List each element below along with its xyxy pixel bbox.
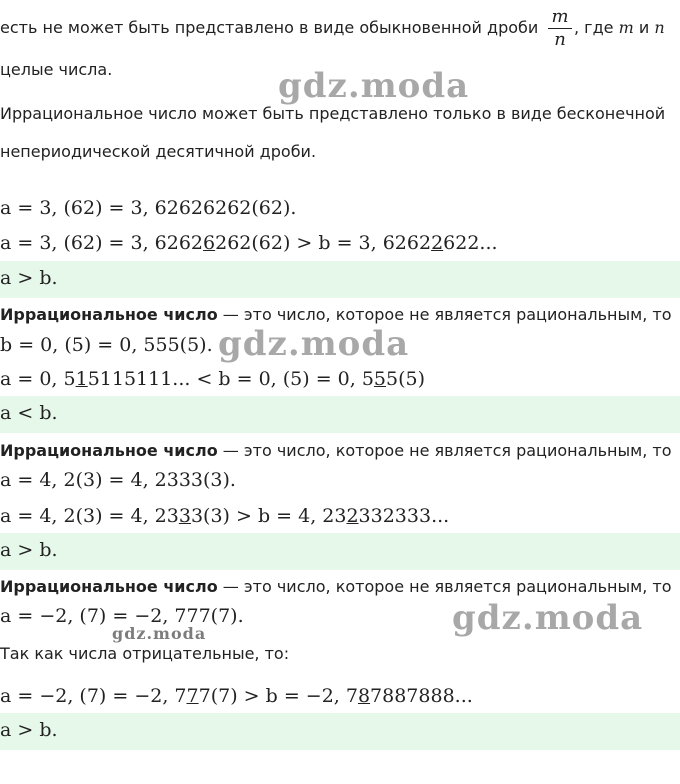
- example-1-result-box: [0, 261, 680, 298]
- watermark-logo: gdz.moda: [278, 66, 470, 106]
- example-2-result: a < b.: [0, 402, 58, 424]
- intro-line-2: целые числа.: [0, 60, 113, 79]
- intro-line-4: непериодической десятичной дроби.: [0, 142, 317, 161]
- intro-line-3: Иррациональное число может быть представлено только в виде бесконечной: [0, 104, 666, 123]
- example-2-definition: Иррациональное число — это число, которое не является рациональным, то: [0, 305, 672, 324]
- watermark-logo: gdz.moda: [452, 598, 644, 638]
- watermark-logo: gdz.moda: [218, 324, 410, 364]
- intro-line-1-tail: , где m и n: [574, 18, 665, 37]
- example-4-a-value: a = −2, (7) = −2, 777(7).: [0, 605, 244, 627]
- example-4-note: Так как числа отрицательные, то:: [0, 644, 290, 663]
- example-3-result: a > b.: [0, 539, 58, 561]
- example-4-comparison: a = −2, (7) = −2, 777(7) > b = −2, 787887888...: [0, 685, 473, 707]
- example-3-result-box: [0, 533, 680, 570]
- intro-line-1: есть не может быть представлено в виде обыкновенной дроби: [0, 18, 539, 37]
- example-2-result-box: [0, 396, 680, 433]
- example-1-a-value: a = 3, (62) = 3, 62626262(62).: [0, 197, 297, 219]
- watermark-logo-small: gdz.moda: [112, 624, 207, 643]
- example-1-result: a > b.: [0, 267, 58, 289]
- example-4-definition: Иррациональное число — это число, которое не является рациональным, то: [0, 577, 672, 596]
- example-1-comparison: a = 3, (62) = 3, 62626262(62) > b = 3, 62622622...: [0, 232, 498, 254]
- example-3-definition: Иррациональное число — это число, которое не является рациональным, то: [0, 441, 672, 460]
- example-3-a-value: a = 4, 2(3) = 4, 2333(3).: [0, 469, 236, 491]
- example-3-comparison: a = 4, 2(3) = 4, 2333(3) > b = 4, 232332333...: [0, 505, 450, 527]
- example-2-b-value: b = 0, (5) = 0, 555(5).: [0, 334, 213, 356]
- example-2-comparison: a = 0, 515115111... < b = 0, (5) = 0, 555(5): [0, 368, 426, 390]
- example-4-result-box: [0, 713, 680, 750]
- fraction-m-over-n: $\frac{m}{n}$: [548, 6, 572, 51]
- example-4-result: a > b.: [0, 719, 58, 741]
